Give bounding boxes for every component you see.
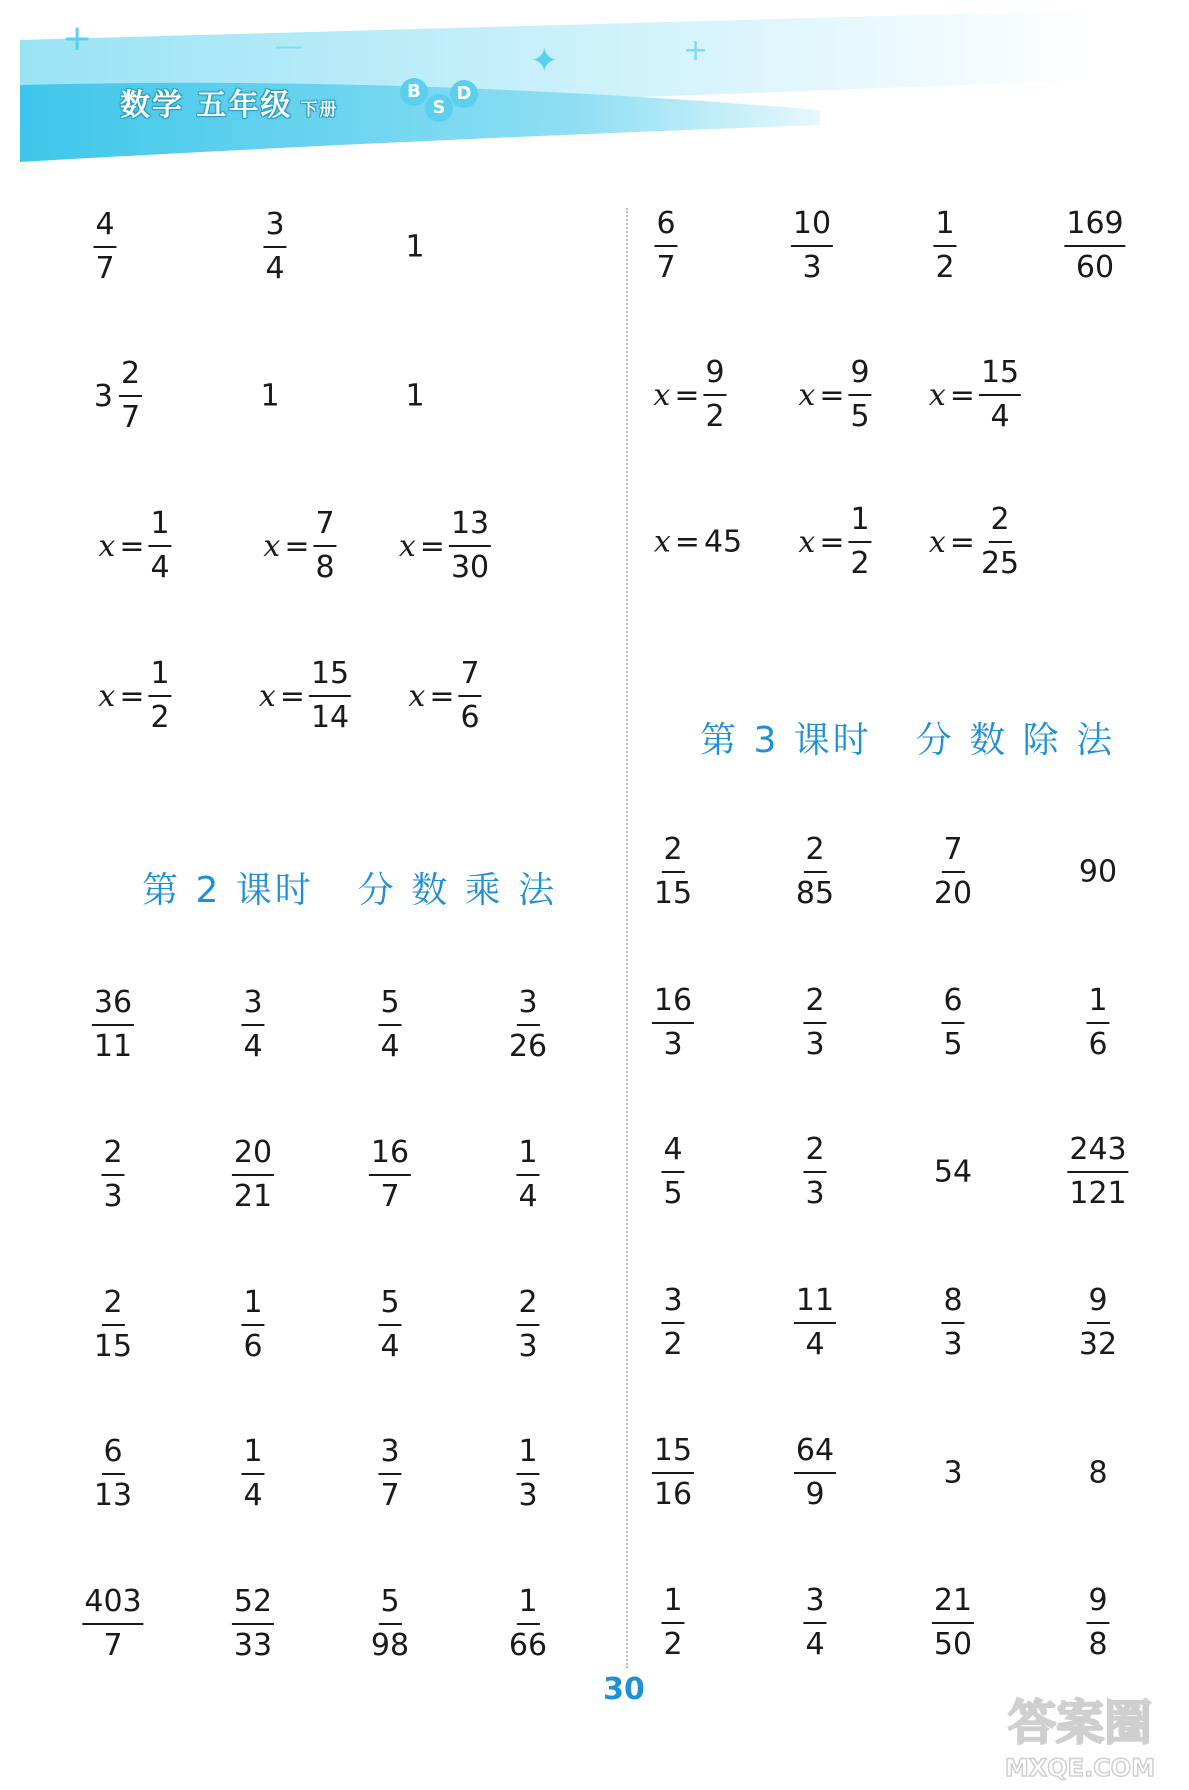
numerator: 2 [101, 1288, 124, 1326]
numerator: 2 [988, 505, 1011, 543]
numerator: 36 [92, 988, 134, 1026]
answer-cell [405, 230, 424, 265]
answer-cell [798, 355, 871, 434]
fraction [119, 356, 142, 435]
fraction [941, 1283, 964, 1362]
denominator: 15 [653, 876, 693, 911]
fraction [661, 1283, 684, 1362]
numerator: 1 [516, 1437, 539, 1475]
answer-cell [933, 206, 956, 285]
answer-cell [1067, 1132, 1128, 1211]
equals-sign: = [674, 524, 700, 560]
fraction [1086, 983, 1109, 1062]
numerator: 7 [458, 659, 481, 697]
fraction [309, 656, 351, 735]
numerator: 1 [148, 509, 171, 547]
denominator: 50 [933, 1627, 973, 1662]
numerator: 20 [232, 1138, 274, 1176]
answer-cell [1077, 1283, 1119, 1362]
answer-cell [661, 1583, 684, 1662]
denominator: 6 [243, 1329, 263, 1364]
answer-value: 1 [260, 378, 280, 414]
numerator: 2 [119, 359, 142, 397]
answer-value: 8 [1088, 1455, 1108, 1491]
fraction [652, 832, 694, 911]
variable-x: x [408, 678, 426, 714]
answer-value: 45 [703, 524, 743, 560]
numerator: 15 [652, 1436, 694, 1474]
fraction [516, 1434, 539, 1513]
fraction [794, 1433, 836, 1512]
answer-cell [1079, 855, 1117, 890]
denominator: 2 [663, 1627, 683, 1662]
answer-cell [934, 1155, 972, 1190]
denominator: 5 [850, 399, 870, 434]
denominator: 2 [935, 250, 955, 285]
numerator: 5 [378, 1288, 401, 1326]
answer-value: 54 [933, 1154, 973, 1190]
denominator: 8 [315, 550, 335, 585]
numerator: 2 [803, 986, 826, 1024]
answer-cell [507, 1584, 549, 1663]
answer-value: 1 [405, 378, 425, 414]
page-number: 30 [603, 1672, 645, 1707]
denominator: 2 [705, 399, 725, 434]
mixed-whole: 3 [93, 378, 113, 414]
denominator: 3 [802, 250, 822, 285]
answer-cell [82, 1584, 143, 1663]
fraction [101, 1135, 124, 1214]
denominator: 98 [370, 1628, 410, 1663]
fraction [516, 1285, 539, 1364]
denominator: 7 [656, 250, 676, 285]
denominator: 25 [980, 546, 1020, 581]
answer-cell [241, 985, 264, 1064]
numerator: 15 [979, 358, 1021, 396]
numerator: 7 [313, 509, 336, 547]
numerator: 5 [378, 988, 401, 1026]
numerator: 9 [703, 358, 726, 396]
denominator: 5 [663, 1176, 683, 1211]
numerator: 3 [516, 988, 539, 1026]
answer-cell [92, 1285, 134, 1364]
numerator: 1 [661, 1586, 684, 1624]
denominator: 26 [508, 1029, 548, 1064]
denominator: 4 [380, 1029, 400, 1064]
column-divider [626, 208, 628, 1668]
answer-cell [263, 506, 336, 585]
variable-x: x [98, 528, 116, 564]
answer-cell [928, 502, 1021, 581]
equals-sign: = [279, 678, 305, 714]
numerator: 243 [1067, 1135, 1128, 1173]
answer-cell [803, 983, 826, 1062]
answer-cell [405, 379, 424, 414]
fraction [979, 502, 1021, 581]
numerator: 403 [82, 1587, 143, 1625]
answer-cell [798, 502, 871, 581]
answer-cell [98, 656, 171, 735]
numerator: 2 [661, 835, 684, 873]
answer-cell [1086, 1583, 1109, 1662]
equals-sign: = [819, 524, 845, 560]
answer-cell [507, 985, 549, 1064]
numerator: 3 [378, 1437, 401, 1475]
denominator: 16 [653, 1477, 693, 1512]
numerator: 1 [241, 1288, 264, 1326]
fraction [378, 985, 401, 1064]
fraction [1064, 206, 1125, 285]
numerator: 2 [803, 835, 826, 873]
denominator: 20 [933, 876, 973, 911]
denominator: 4 [805, 1327, 825, 1362]
variable-x: x [263, 528, 281, 564]
answer-cell [263, 207, 286, 286]
denominator: 33 [233, 1628, 273, 1663]
fraction [313, 506, 336, 585]
fraction [652, 983, 694, 1062]
fraction [378, 1285, 401, 1364]
answer-cell [408, 656, 481, 735]
answer-cell [1086, 983, 1109, 1062]
fraction [791, 206, 833, 285]
numerator: 21 [932, 1586, 974, 1624]
numerator: 9 [1086, 1286, 1109, 1324]
numerator: 1 [848, 505, 871, 543]
numerator: 1 [933, 209, 956, 247]
fraction [369, 1584, 411, 1663]
denominator: 14 [310, 700, 350, 735]
answer-cell [241, 1434, 264, 1513]
denominator: 32 [1078, 1327, 1118, 1362]
variable-x: x [798, 524, 816, 560]
denominator: 7 [380, 1179, 400, 1214]
equals-sign: = [419, 528, 445, 564]
answer-cell [516, 1285, 539, 1364]
numerator: 7 [941, 835, 964, 873]
answer-cell [378, 1285, 401, 1364]
denominator: 4 [990, 399, 1010, 434]
numerator: 8 [941, 1286, 964, 1324]
denominator: 3 [663, 1027, 683, 1062]
fraction [378, 1434, 401, 1513]
numerator: 3 [241, 988, 264, 1026]
denominator: 15 [93, 1329, 133, 1364]
fraction [661, 1583, 684, 1662]
answer-value: 1 [405, 229, 425, 265]
fraction [507, 985, 549, 1064]
answer-cell [516, 1135, 539, 1214]
answer-cell [661, 1132, 684, 1211]
fraction [979, 355, 1021, 434]
answer-cell [378, 1434, 401, 1513]
denominator: 13 [93, 1478, 133, 1513]
denominator: 4 [805, 1627, 825, 1662]
answer-cell [941, 1283, 964, 1362]
fraction [932, 1583, 974, 1662]
equals-sign: = [119, 678, 145, 714]
denominator: 2 [663, 1327, 683, 1362]
fraction [941, 983, 964, 1062]
numerator: 1 [516, 1138, 539, 1176]
fraction [516, 1135, 539, 1214]
answer-cell [369, 1135, 411, 1214]
answer-cell [653, 355, 726, 434]
answer-cell [92, 985, 134, 1064]
denominator: 121 [1069, 1176, 1127, 1211]
fraction [449, 506, 491, 585]
variable-x: x [928, 377, 946, 413]
denominator: 4 [150, 550, 170, 585]
variable-x: x [98, 678, 116, 714]
denominator: 30 [450, 550, 490, 585]
fraction [148, 656, 171, 735]
variable-x: x [653, 377, 671, 413]
fraction [661, 1132, 684, 1211]
variable-x: x [398, 528, 416, 564]
denominator: 3 [518, 1329, 538, 1364]
fraction [232, 1135, 274, 1214]
fraction [458, 656, 481, 735]
svg-text:答案圈: 答案圈 [1007, 1695, 1153, 1751]
answer-cell [378, 985, 401, 1064]
numerator: 10 [791, 209, 833, 247]
numerator: 3 [803, 1586, 826, 1624]
answer-cell [791, 206, 833, 285]
badge-letter: D [450, 80, 478, 108]
denominator: 60 [1075, 250, 1115, 285]
answer-cell [943, 1456, 962, 1491]
fraction [794, 1283, 836, 1362]
answer-cell [232, 1135, 274, 1214]
numerator: 3 [263, 210, 286, 248]
denominator: 2 [150, 700, 170, 735]
fraction [1077, 1283, 1119, 1362]
fraction [848, 502, 871, 581]
numerator: 6 [654, 209, 677, 247]
answer-cell [794, 1283, 836, 1362]
denominator: 4 [265, 251, 285, 286]
denominator: 3 [103, 1179, 123, 1214]
fraction [369, 1135, 411, 1214]
fraction [92, 985, 134, 1064]
badge-letter: B [400, 78, 428, 106]
denominator: 3 [805, 1027, 825, 1062]
numerator: 5 [378, 1587, 401, 1625]
numerator: 1 [148, 659, 171, 697]
fraction [241, 985, 264, 1064]
equals-sign: = [119, 528, 145, 564]
numerator: 2 [101, 1138, 124, 1176]
denominator: 6 [1088, 1027, 1108, 1062]
numerator: 1 [516, 1587, 539, 1625]
numerator: 6 [941, 986, 964, 1024]
denominator: 4 [243, 1478, 263, 1513]
svg-text:MXQE.COM: MXQE.COM [1004, 1754, 1156, 1782]
answer-cell [794, 832, 836, 911]
star-decor: + [62, 18, 93, 59]
fraction [93, 207, 116, 286]
denominator: 8 [1088, 1627, 1108, 1662]
equals-sign: = [949, 524, 975, 560]
header-banner [0, 0, 1189, 175]
answer-cell [260, 379, 279, 414]
answer-cell [1064, 206, 1125, 285]
answer-cell [654, 206, 677, 285]
fraction [803, 1583, 826, 1662]
fraction [92, 1285, 134, 1364]
denominator: 7 [103, 1628, 123, 1663]
equals-sign: = [284, 528, 310, 564]
numerator: 15 [309, 659, 351, 697]
fraction [92, 1434, 134, 1513]
numerator: 6 [101, 1437, 124, 1475]
answer-cell [258, 656, 351, 735]
fraction [848, 355, 871, 434]
variable-x: x [258, 678, 276, 714]
numerator: 3 [661, 1286, 684, 1324]
answer-value: 90 [1078, 854, 1118, 890]
answer-cell [803, 1583, 826, 1662]
numerator: 4 [93, 210, 116, 248]
fraction [1067, 1132, 1128, 1211]
answer-cell [661, 1283, 684, 1362]
answer-cell [803, 1132, 826, 1211]
svg-text:—: — [275, 29, 303, 62]
fraction [1086, 1583, 1109, 1662]
denominator: 6 [460, 700, 480, 735]
fraction [794, 832, 836, 911]
equals-sign: = [429, 678, 455, 714]
numerator: 64 [794, 1436, 836, 1474]
numerator: 4 [661, 1135, 684, 1173]
denominator: 11 [93, 1029, 133, 1064]
answer-cell [232, 1584, 274, 1663]
denominator: 4 [380, 1329, 400, 1364]
section-2-heading: 第 2 课时 分 数 乘 法 [142, 870, 558, 911]
numerator: 2 [516, 1288, 539, 1326]
denominator: 5 [943, 1027, 963, 1062]
fraction [507, 1584, 549, 1663]
answer-cell [932, 1583, 974, 1662]
answer-cell [652, 983, 694, 1062]
denominator: 7 [380, 1478, 400, 1513]
equals-sign: = [949, 377, 975, 413]
numerator: 1 [241, 1437, 264, 1475]
fraction [241, 1285, 264, 1364]
equals-sign: = [674, 377, 700, 413]
denominator: 3 [805, 1176, 825, 1211]
fraction [803, 1132, 826, 1211]
watermark-logo [985, 1684, 1175, 1784]
numerator: 13 [449, 509, 491, 547]
answer-cell [928, 355, 1021, 434]
denominator: 9 [805, 1477, 825, 1512]
answer-cell [369, 1584, 411, 1663]
denominator: 21 [233, 1179, 273, 1214]
denominator: 2 [850, 546, 870, 581]
numerator: 11 [794, 1286, 836, 1324]
fraction [241, 1434, 264, 1513]
answer-cell [941, 983, 964, 1062]
fraction [232, 1584, 274, 1663]
denominator: 3 [518, 1478, 538, 1513]
numerator: 1 [1086, 986, 1109, 1024]
numerator: 9 [1086, 1586, 1109, 1624]
svg-text:+: + [683, 33, 709, 68]
fraction [932, 832, 974, 911]
denominator: 85 [795, 876, 835, 911]
numerator: 169 [1064, 209, 1125, 247]
numerator: 9 [848, 358, 871, 396]
answer-cell [101, 1135, 124, 1214]
book-title: 数学 五年级 下册 [120, 88, 339, 123]
fraction [82, 1584, 143, 1663]
numerator: 16 [369, 1138, 411, 1176]
fraction [148, 506, 171, 585]
variable-x: x [928, 524, 946, 560]
numerator: 2 [803, 1135, 826, 1173]
answer-cell [98, 506, 171, 585]
answer-cell [794, 1433, 836, 1512]
answer-cell [92, 1434, 134, 1513]
answer-value: 3 [943, 1455, 963, 1491]
fraction [803, 983, 826, 1062]
denominator: 7 [121, 400, 141, 435]
denominator: 3 [943, 1327, 963, 1362]
equals-sign: = [819, 377, 845, 413]
denominator: 7 [95, 251, 115, 286]
denominator: 4 [518, 1179, 538, 1214]
fraction [703, 355, 726, 434]
denominator: 66 [508, 1628, 548, 1663]
fraction [933, 206, 956, 285]
numerator: 16 [652, 986, 694, 1024]
numerator: 52 [232, 1587, 274, 1625]
answer-cell [652, 1433, 694, 1512]
answer-cell [516, 1434, 539, 1513]
section-3-heading: 第 3 课时 分 数 除 法 [700, 720, 1116, 761]
answer-cell [398, 506, 491, 585]
answer-cell [652, 832, 694, 911]
answer-cell [932, 832, 974, 911]
fraction [263, 207, 286, 286]
answer-cell [93, 207, 116, 286]
answer-cell [1088, 1456, 1107, 1491]
fraction [654, 206, 677, 285]
answer-cell [241, 1285, 264, 1364]
variable-x: x [653, 524, 671, 560]
answer-cell [654, 525, 742, 560]
answer-cell [93, 356, 142, 435]
variable-x: x [798, 377, 816, 413]
denominator: 4 [243, 1029, 263, 1064]
fraction [652, 1433, 694, 1512]
badge-letter: S [425, 94, 453, 122]
svg-text:✦: ✦ [530, 41, 559, 81]
